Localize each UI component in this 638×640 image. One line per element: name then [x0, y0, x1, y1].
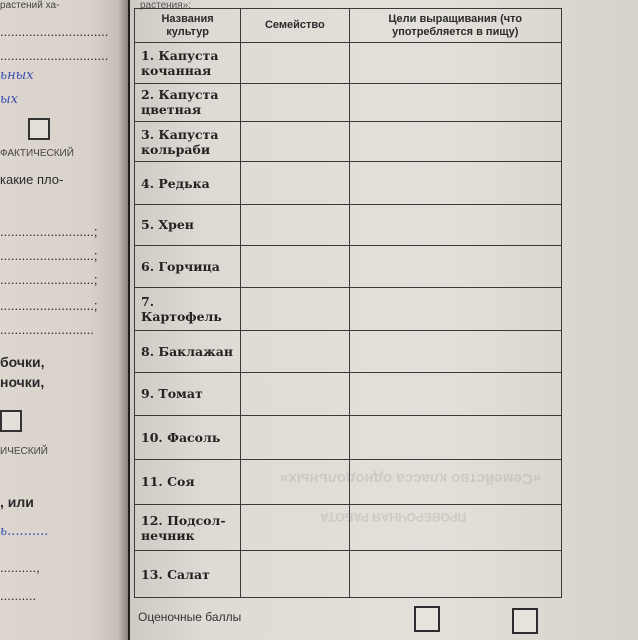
left-page-text-fragment: какие пло-: [0, 172, 64, 187]
checkbox[interactable]: [0, 410, 22, 432]
family-cell[interactable]: [241, 288, 349, 331]
purpose-cell[interactable]: [349, 83, 561, 121]
crop-name-cell: 3. Капуста кольраби: [135, 121, 241, 162]
table-row: [135, 245, 562, 288]
left-page-text-fragment: растений ха-: [0, 0, 60, 11]
table-header-row: [135, 9, 562, 43]
crop-name-cell: 13. Салат: [135, 551, 241, 598]
table-row: [135, 504, 562, 551]
family-cell[interactable]: [241, 330, 349, 373]
crops-table: [134, 8, 562, 598]
family-cell[interactable]: [241, 373, 349, 416]
header-purpose: Цели выращивания (что употребляется в пищу): [349, 9, 561, 43]
table-row: [135, 551, 562, 598]
assessment-points-label: Оценочные баллы: [138, 610, 242, 624]
left-page-text-fragment: ..........................: [0, 322, 94, 337]
family-cell[interactable]: [241, 460, 349, 505]
purpose-cell[interactable]: [349, 415, 561, 460]
left-page-text-fragment: ..........: [0, 588, 37, 603]
top-text-fragment: растения»:: [140, 0, 192, 11]
score-checkbox[interactable]: [414, 606, 440, 632]
table-row: [135, 460, 562, 505]
purpose-cell[interactable]: [349, 43, 561, 84]
show-through-text: «Семейство класса однодольных»: [280, 470, 542, 487]
table-row: [135, 288, 562, 331]
family-cell[interactable]: [241, 551, 349, 598]
left-page-text-fragment: ьных: [0, 68, 34, 83]
header-crop-names: Названия культур: [135, 9, 241, 43]
table-row: [135, 83, 562, 121]
left-page-text-fragment: , или: [0, 494, 34, 510]
family-cell[interactable]: [241, 162, 349, 205]
crop-name-cell: 1. Капуста кочанная: [135, 43, 241, 84]
table-row: [135, 162, 562, 205]
purpose-cell[interactable]: [349, 373, 561, 416]
crop-name-cell: 7. Картофель: [135, 288, 241, 331]
right-page: [130, 0, 638, 640]
left-page-text-fragment: бочки,: [0, 354, 45, 370]
purpose-cell[interactable]: [349, 330, 561, 373]
left-page-text-fragment: ФАКТИЧЕСКИЙ: [0, 148, 74, 159]
family-cell[interactable]: [241, 415, 349, 460]
crop-name-cell: 10. Фасоль: [135, 415, 241, 460]
left-page-text-fragment: ночки,: [0, 374, 45, 390]
family-cell[interactable]: [241, 43, 349, 84]
left-page-text-fragment: ..............................: [0, 24, 109, 39]
purpose-cell[interactable]: [349, 205, 561, 246]
left-page-text-fragment: ..........,: [0, 560, 40, 575]
show-through-text: ПРОВЕРОЧНАЯ РАБОТА: [320, 510, 467, 524]
crop-name-cell: 12. Подсол- нечник: [135, 504, 241, 551]
crop-name-cell: 4. Редька: [135, 162, 241, 205]
family-cell[interactable]: [241, 83, 349, 121]
table-row: [135, 415, 562, 460]
purpose-cell[interactable]: [349, 121, 561, 162]
purpose-cell[interactable]: [349, 288, 561, 331]
table-row: [135, 43, 562, 84]
table-row: [135, 330, 562, 373]
table-row: [135, 205, 562, 246]
left-page-text-fragment: ..............................: [0, 48, 109, 63]
table-row: [135, 373, 562, 416]
left-page-text-fragment: ИЧЕСКИЙ: [0, 446, 48, 457]
crop-name-cell: 11. Соя: [135, 460, 241, 505]
purpose-cell[interactable]: [349, 551, 561, 598]
purpose-cell[interactable]: [349, 245, 561, 288]
crop-name-cell: 9. Томат: [135, 373, 241, 416]
purpose-cell[interactable]: [349, 460, 561, 505]
family-cell[interactable]: [241, 121, 349, 162]
checkbox[interactable]: [28, 118, 50, 140]
purpose-cell[interactable]: [349, 504, 561, 551]
score-checkbox[interactable]: [512, 608, 538, 634]
family-cell[interactable]: [241, 205, 349, 246]
crop-name-cell: 2. Капуста цветная: [135, 83, 241, 121]
left-page-text-fragment: ..........................;: [0, 248, 98, 263]
left-page-text-fragment: ..........................;: [0, 224, 98, 239]
crop-name-cell: 8. Баклажан: [135, 330, 241, 373]
family-cell[interactable]: [241, 245, 349, 288]
left-page-text-fragment: ых: [0, 92, 18, 107]
crop-name-cell: 5. Хрен: [135, 205, 241, 246]
header-family: Семейство: [241, 9, 349, 43]
purpose-cell[interactable]: [349, 162, 561, 205]
left-page-text-fragment: ..........................;: [0, 272, 98, 287]
left-page-text-fragment: ь..........: [0, 524, 49, 539]
left-page-text-fragment: ..........................;: [0, 298, 98, 313]
left-page: [0, 0, 128, 640]
crop-name-cell: 6. Горчица: [135, 245, 241, 288]
family-cell[interactable]: [241, 504, 349, 551]
table-row: [135, 121, 562, 162]
